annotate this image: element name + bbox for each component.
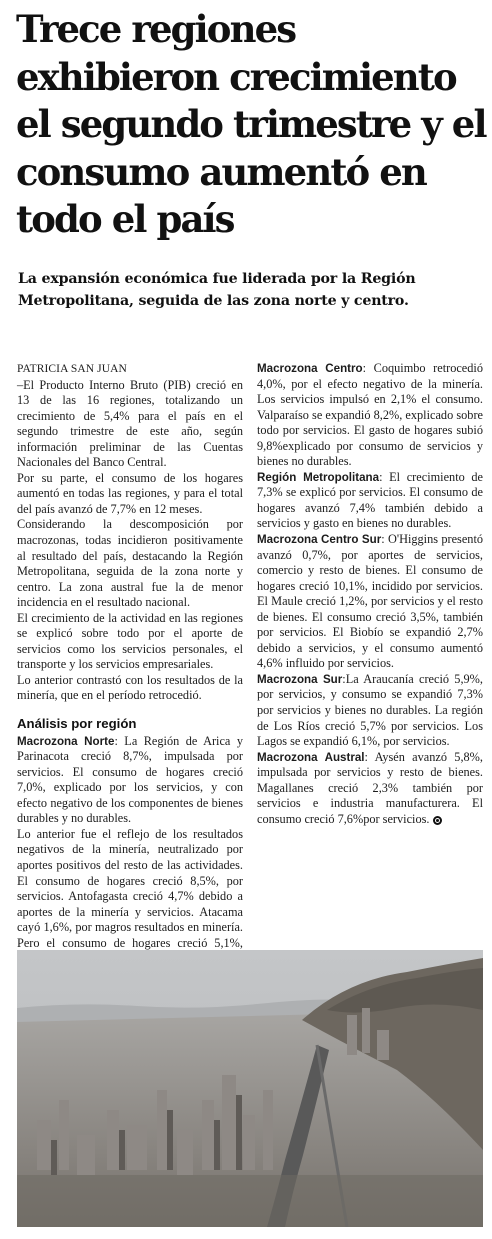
region-lead: Macrozona Centro Sur	[257, 533, 382, 547]
region-lead: Región Metropolitana	[257, 470, 380, 484]
paragraph-region-metropolitana	[257, 470, 483, 532]
article-column-left	[17, 362, 243, 967]
paragraph: Por su parte, el consumo de los hogares aumentó en todas las regiones, y para el total del país avanzó de 7,7% en 12 meses.	[17, 470, 243, 516]
region-lead: Macrozona Austral	[257, 750, 365, 764]
paragraph-macrozona-centro-sur	[257, 532, 483, 672]
byline: PATRICIA SAN JUAN	[17, 363, 127, 375]
aerial-city-photo	[17, 950, 483, 1227]
region-text: : La Región de Arica y Parinacota creció 8,7%, impulsada por servicios. El consumo de hogares creció 7,0%, explicado por los servicios, y con efecto negativo de los componentes de bienes durables y no durables.	[17, 733, 243, 826]
subheadline: La expansión económica fue liderada por la Región Metropolitana, seguida de las zona norte y centro.	[18, 271, 416, 309]
paragraph: Lo anterior contrastó con los resultados de la minería, que en el período retrocedió.	[17, 672, 243, 703]
region-lead: Macrozona Norte	[17, 734, 115, 748]
end-of-article-icon	[433, 816, 442, 825]
paragraph: Considerando la descomposición por macrozonas, todas incidieron positivamente al resultado del país, destacando la Región Metropolitana, seguida de la zona norte y centro. La zona austral fue la de menor incidencia en el resultado nacional.	[17, 517, 243, 610]
paragraph: –El Producto Interno Bruto (PIB) creció en 13 de las 16 regiones, totalizando un crecimiento de 5,4% para el país en el segundo trimestre de este año, según información preliminar de las Cuentas Nacionales del Banco Central.	[17, 377, 243, 470]
paragraph-norte-continued: Lo anterior fue el reflejo de los resultados negativos de la minería, neutralizado por aportes positivos del resto de las actividades. El consumo de hogares creció 8,5%, por servicios. Antofagasta creció 4,7% debido a aportes de la minería y servicios. Atacama cayó 1,6%, por magros resultados en minería. Pero el consumo de hogares creció 5,1%,	[17, 826, 243, 950]
region-lead: Macrozona Centro	[257, 362, 363, 375]
region-lead: Macrozona Sur	[257, 672, 343, 686]
region-text: : O'Higgins presentó avanzó 0,7%, por aportes de servicios, comercio y resto de bienes. El consumo de hogares creció 10,1%, incidido por servicios. El Maule creció 1,2%, por servicios y el resto de bienes. El consumo creció 3,5%, también por servicios. El Biobío se expandió 2,7% debido a servicios, y el consumo aumentó 4,6% influido por servicios.	[257, 532, 484, 671]
section-heading: Análisis por región	[17, 716, 137, 732]
region-text: : Coquimbo retrocedió 4,0%, por el efecto negativo de la minería. Los servicios impulsó en 2,1% el consumo. Valparaíso se expandió 8,2%, explicado sobre todo por servicios. El gasto de hogares subió 9,8%explicado por consumo de servicios y bienes no durables.	[257, 361, 483, 469]
foreground-blocks	[17, 1175, 483, 1227]
photo-illustration	[17, 950, 483, 1227]
paragraph-macrozona-sur	[257, 672, 483, 750]
paragraph-macrozona-austral	[257, 750, 483, 828]
paragraph-macrozona-norte	[17, 734, 243, 827]
paragraph: El crecimiento de la actividad en las regiones se explicó sobre todo por el aporte de servicios como los servicios personales, el transporte y los servicios empresariales.	[17, 610, 243, 672]
headline: Trece regiones exhibieron crecimiento el segundo trimestre y el consumo aumentó en todo el país	[16, 7, 486, 241]
region-text: : El crecimiento de 7,3% se explicó por servicios. El consumo de hogares avanzó 7,4% también debido a servicios y gasto en bienes no durables.	[257, 469, 484, 531]
article-column-right	[257, 361, 483, 827]
paragraph-macrozona-centro	[257, 361, 483, 470]
region-text: :La Araucanía creció 5,9%, por servicios, y consumo se expandió 7,3% por servicios y bienes no durables. La región de Los Ríos creció 5,7% por servicios. Los Lagos se expandió 6,1%, por servicios.	[257, 671, 483, 749]
region-text: : Aysén avanzó 5,8%, impulsada por servicios y resto de bienes. Magallanes creció 2,3% también por servicios e industria manufacturera. El consumo creció 7,6%por servicios.	[257, 749, 483, 826]
